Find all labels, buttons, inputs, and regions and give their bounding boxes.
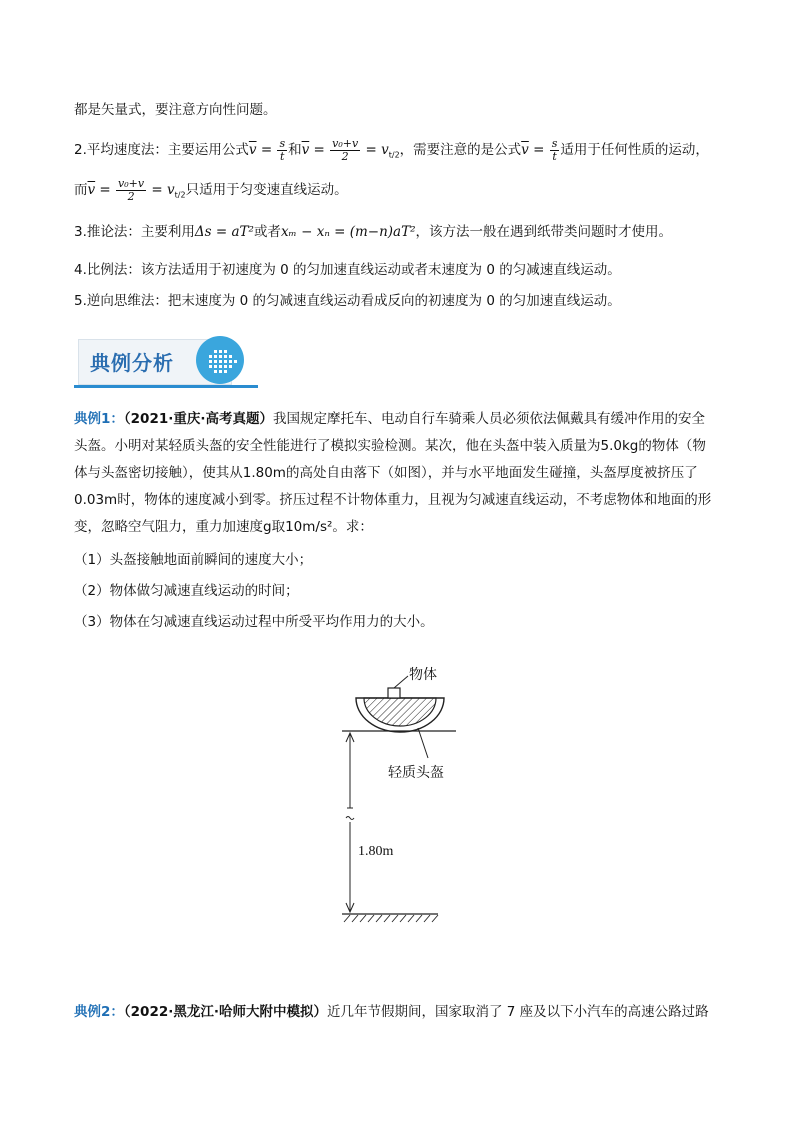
- example1-label: 典例1：: [74, 411, 124, 427]
- formula-ds: Δs = aT²: [194, 224, 254, 240]
- example1-line5: 变，忽略空气阻力，重力加速度g取10m/s²。求：: [74, 519, 373, 535]
- question-2: （2）物体做匀减速直线运动的时间；: [74, 583, 299, 599]
- section-title: 典例分析: [90, 351, 174, 375]
- text-line-2: 2.平均速度法：主要运用公式$\overline{v}$ = $\frac{s}{t}$ 和$\overline{v}$ = $\frac{\text{v₀+v}}{2}$ = $v_{t/2}$，需要注意的是公式$\overline{v}$ = $\frac{s}{t}$ 适用于任何性质的运动，: [74, 136, 709, 163]
- question-3: （3）物体在匀减速直线运动过程中所受平均作用力的大小。: [74, 614, 434, 630]
- text-line-5: 4.比例法：该方法适用于初速度为 0 的匀加速直线运动或者末速度为 0 的匀减速直线运动。: [74, 262, 621, 278]
- example2-text1: 近几年节假期间，国家取消了 7 座及以下小汽车的高速公路过路: [327, 1004, 709, 1020]
- helmet-drop-figure: [330, 660, 470, 930]
- section-header: [74, 329, 258, 389]
- frac-s-t: $\frac{s}{t}$: [279, 136, 286, 163]
- example1-paragraph: [74, 406, 724, 638]
- example1-line2: 头盔。小明对某轻质头盔的安全性能进行了模拟实验检测。某次，他在头盔中装入质量为5.0kg的物体（物: [74, 438, 706, 454]
- figure-label-object: 物体: [409, 667, 437, 683]
- vbar-symbol: $\overline{v}$: [248, 142, 257, 158]
- section-underline: [74, 385, 258, 388]
- example1-line1: [74, 406, 724, 433]
- text-line-4: [74, 222, 672, 242]
- example1-line3: 体与头盔密切接触），使其从1.80m的高处自由落下（如图），并与水平地面发生碰撞，头盔厚度被挤压了: [74, 465, 698, 481]
- v-half-sub: t/2: [388, 150, 400, 160]
- l4-prefix: 3.推论法：主要利用: [74, 224, 195, 240]
- v-half-2: v: [167, 182, 175, 198]
- example2-source: （2022·黑龙江·哈师大附中模拟）: [123, 1004, 327, 1020]
- example1-text1: 我国规定摩托车、电动自行车骑乘人员必须依法佩戴具有缓冲作用的安全: [273, 411, 705, 427]
- l3-prefix: 而: [74, 182, 88, 198]
- l2-prefix: 2.平均速度法：主要运用公式: [74, 142, 249, 158]
- frac-v0v-3: $\frac{\text{v₀+v}}{2}$: [118, 176, 145, 203]
- frac-s-t-2: $\frac{s}{t}$: [551, 136, 558, 163]
- object-knob: [388, 688, 400, 698]
- l2-and: 和: [288, 142, 302, 158]
- eq-sign: =: [256, 142, 277, 158]
- v-half: v: [381, 142, 389, 158]
- figure-label-helmet: 轻质头盔: [388, 765, 444, 781]
- question-1: （1）头盔接触地面前瞬间的速度大小；: [74, 552, 313, 568]
- l4-suffix: ，该方法一般在遇到纸带类问题时才使用。: [415, 224, 673, 240]
- l4-or: 或者: [253, 224, 281, 240]
- l2-suffix: 适用于任何性质的运动，: [560, 142, 709, 158]
- example1-source: （2021·重庆·高考真题）: [123, 411, 273, 427]
- example2-label: 典例2：: [74, 1004, 124, 1020]
- l3-suffix: 只适用于匀变速直线运动。: [185, 182, 348, 198]
- figure-label-height: 1.80m: [358, 844, 394, 859]
- vbar-symbol-2: $\overline{v}$: [301, 142, 310, 158]
- vbar-symbol-3: $\overline{v}$: [521, 142, 529, 158]
- vbar-symbol-4: $\overline{v}$: [87, 182, 96, 198]
- example1-line4: 0.03m时，物体的速度减小到零。挤压过程不计物体重力，且视为匀减速直线运动，不考虑物体和地面的形: [74, 492, 712, 508]
- text-line-1: 都是矢量式，要注意方向性问题。: [74, 102, 277, 118]
- v-half-sub-2: t/2: [174, 190, 186, 200]
- formula-xmn: xₘ − xₙ = (m−n)aT²: [280, 224, 416, 240]
- grid-dots-icon: [196, 336, 244, 384]
- text-line-3: 而$\overline{v}$ = $\frac{\text{v₀+v}}{2}$ = $v_{t/2}$只适用于匀变速直线运动。: [74, 176, 348, 203]
- frac-v0v-2: $\frac{\text{v₀+v}}{2}$: [332, 136, 359, 163]
- example2-line1: [74, 1002, 709, 1022]
- text-line-6: 5.逆向思维法：把末速度为 0 的匀减速直线运动看成反向的初速度为 0 的匀加速直线运动。: [74, 293, 621, 309]
- l2-mid: ，需要注意的是公式: [399, 142, 522, 158]
